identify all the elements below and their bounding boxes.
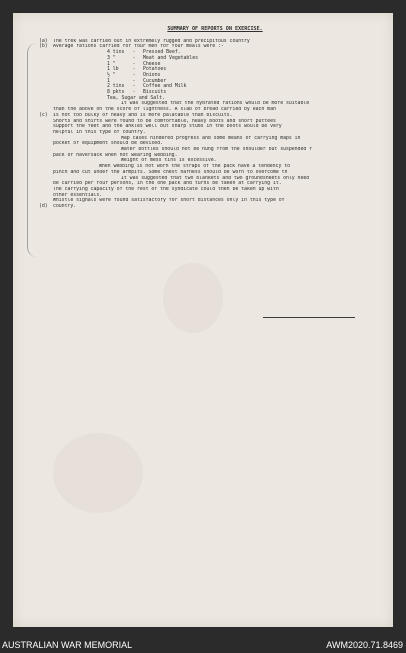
ration-item: Onions: [143, 71, 161, 78]
ration-dash: -: [132, 83, 136, 90]
paragraph-line: Weight of mess tins is excessive.: [121, 158, 217, 164]
ration-item: Biscuits: [143, 89, 167, 96]
ration-qty: ½ ": [107, 71, 116, 78]
paragraph-line: support the feet and the ankles well but sharp studs in the boots would be very: [53, 124, 282, 130]
paragraph-line: other essentials.: [53, 192, 103, 198]
paragraph-line: pinch and cut under the armpits. Some chest harness should be worn to overcome th: [53, 169, 288, 175]
item-d: [39, 204, 391, 210]
ration-dash: -: [132, 66, 136, 73]
ration-qty: 1 lb: [107, 66, 119, 73]
ration-dash: -: [132, 60, 136, 67]
ration-qty: 1: [107, 77, 110, 84]
archive-footer: [0, 637, 406, 653]
paragraph-line: pocket or equipment should be devised.: [53, 141, 163, 147]
paragraph-line: Whistle signals were found satisfactory for short distances only in this type of: [53, 198, 285, 204]
ration-item: Meat and Vegetables: [143, 54, 198, 61]
paper-stain: [163, 263, 223, 333]
ration-qty: 2 tins: [107, 83, 125, 90]
paragraph-line: is not too bulky or heavy and is more palatable than biscuits.: [53, 112, 233, 118]
paper-stain: [53, 433, 143, 513]
item-text: The trek was carried out in extremely rugged and precipitous country: [53, 38, 250, 44]
ration-item: Coffee and Milk: [143, 83, 187, 90]
footer-accession-number: AWM2020.71.8469: [326, 640, 403, 650]
item-label: (b): [39, 43, 48, 50]
signature-line: [263, 317, 355, 318]
ration-item: Potatoes: [143, 66, 167, 73]
document-title: SUMMARY OF REPORTS ON EXERCISE.: [167, 26, 263, 32]
paragraph-line: than the above on the score of lightness. A slab of bread carried by each man: [53, 107, 276, 113]
ration-list: [107, 50, 391, 101]
paragraph-line: Water bottles should not be hung from the shoulder but suspended f: [121, 147, 313, 153]
footer-institution: AUSTRALIAN WAR MEMORIAL: [2, 640, 133, 650]
paragraph-line: Map cases hindered progress and some means of carrying maps in: [121, 135, 301, 141]
ration-qty: 4 tins: [107, 49, 125, 56]
ration-extra: Tea, Sugar and Salt.: [107, 94, 165, 101]
ration-dash: -: [132, 89, 136, 96]
ration-qty: 8 pkts: [107, 89, 125, 96]
document-page: [13, 13, 393, 627]
item-text: Average rations carried for four men for four meals were :-: [53, 44, 224, 50]
ration-dash: -: [132, 71, 136, 78]
paragraph-line: country.: [53, 204, 77, 210]
paragraph-line: Shorts and shirts were found to be comfortable, heavy boots and short puttees: [53, 118, 276, 124]
ration-item: Pressed Beef.: [143, 49, 181, 56]
ration-qty: 1 ": [107, 60, 116, 67]
ration-dash: -: [132, 49, 136, 56]
paragraph-line: It was suggested that the hydrated rations would be more suitable: [121, 101, 310, 107]
paragraph-line: helpful in this type of country.: [53, 129, 146, 135]
paragraph-line: The carrying capacity of the rest of the syndicate could then be taken up with: [53, 186, 279, 192]
paragraph-line: pack or haversack when not wearing webbing.: [53, 152, 178, 158]
item-label: (c): [39, 111, 48, 118]
document-text: [39, 27, 391, 210]
paragraph-line: be carried per four persons, in the one pack and turns be taken at carrying it.: [53, 181, 282, 187]
item-label: (d): [39, 203, 48, 210]
paragraph-line: When webbing is not worn the straps of the pack have a tendency to: [99, 164, 291, 170]
ration-dash: -: [132, 77, 136, 84]
item-label: (a): [39, 37, 48, 44]
ration-dash: -: [132, 54, 136, 61]
ration-item: Cucumber: [143, 77, 167, 84]
paragraph-line: It was suggested that two blankets and two groundsheets only need: [121, 175, 310, 181]
ration-item: Cheese: [143, 60, 161, 67]
ration-qty: 3 ": [107, 54, 116, 61]
